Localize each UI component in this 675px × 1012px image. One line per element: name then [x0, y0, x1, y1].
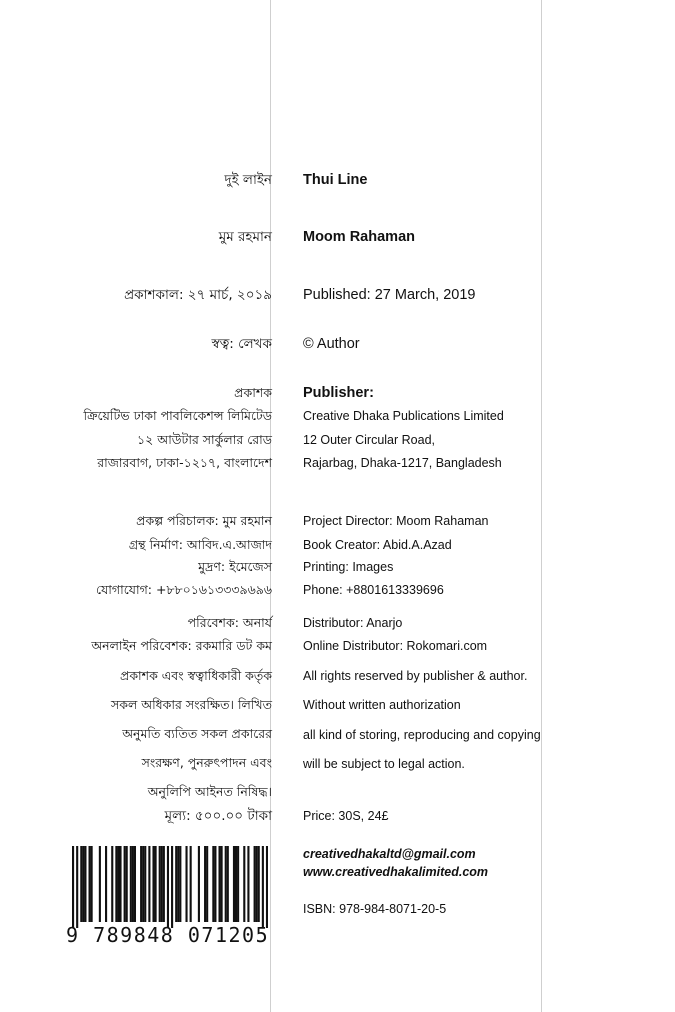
- contact-website[interactable]: www.creativedhakalimited.com: [303, 865, 489, 879]
- barcode-bar: [212, 846, 214, 922]
- barcode-bar: [91, 846, 93, 922]
- barcode-bar: [142, 846, 144, 922]
- barcode-bar: [117, 846, 119, 922]
- english-book-creator: Book Creator: Abid.A.Azad: [303, 538, 452, 552]
- bangla-rights-line-1: প্রকাশক এবং স্বত্বাধিকারী কর্তৃক: [119, 668, 272, 683]
- barcode-bar: [89, 846, 91, 922]
- bangla-rights-line-3: অনুমতি ব্যতিত সকল প্রকারের: [122, 726, 272, 741]
- english-title: Thui Line: [303, 172, 368, 188]
- barcode-bar: [99, 846, 101, 922]
- bangla-publisher-address-1: ১২ আউটার সার্কুলার রোড: [136, 432, 272, 447]
- bangla-copyright: স্বত্ব: লেখক: [211, 336, 272, 352]
- barcode-bar: [111, 846, 113, 922]
- barcode-bar: [198, 846, 200, 922]
- barcode-bar: [233, 846, 235, 922]
- barcode-bar: [82, 846, 84, 922]
- bangla-title: দুই লাইন: [224, 172, 272, 188]
- english-rights-line-4: will be subject to legal action.: [303, 757, 465, 771]
- bangla-price: মূল্য: ৫০০.০০ টাকা: [164, 808, 272, 824]
- english-price: Price: 30S, 24£: [303, 809, 389, 823]
- barcode-bar: [243, 846, 245, 922]
- barcode-bar: [190, 846, 192, 922]
- barcode-bar: [206, 846, 208, 922]
- barcode-bar: [179, 846, 181, 922]
- barcode-bar: [204, 846, 206, 922]
- fold-line-right: [541, 0, 542, 1012]
- barcode-bar: [159, 846, 161, 922]
- english-published: Published: 27 March, 2019: [303, 287, 476, 303]
- barcode-bar: [235, 846, 237, 922]
- english-author: Moom Rahaman: [303, 229, 415, 245]
- bangla-publisher-name: ক্রিয়েটিভ ঢাকা পাবলিকেশন্স লিমিটেড: [83, 408, 272, 423]
- barcode-bar: [214, 846, 216, 922]
- bangla-printing: মুদ্রণ: ইমেজেস: [198, 559, 272, 574]
- barcode-bar: [105, 846, 107, 922]
- barcode-bar: [221, 846, 223, 922]
- barcode-bar: [115, 846, 117, 922]
- barcode-bar: [258, 846, 260, 922]
- bangla-author: মুম রহমান: [218, 229, 272, 245]
- isbn-label: ISBN: 978-984-8071-20-5: [303, 902, 447, 916]
- english-rights-line-3: all kind of storing, reproducing and copying: [303, 728, 541, 742]
- english-publisher-address-1: 12 Outer Circular Road,: [303, 433, 436, 447]
- barcode-bar: [185, 846, 187, 922]
- barcode-bar: [144, 846, 146, 922]
- english-copyright: © Author: [303, 336, 360, 352]
- bangla-publisher-address-2: রাজারবাগ, ঢাকা-১২১৭, বাংলাদেশ: [97, 455, 272, 470]
- bangla-publisher-heading: প্রকাশক: [234, 385, 272, 400]
- barcode-bar: [227, 846, 229, 922]
- barcode-bar: [124, 846, 126, 922]
- barcode-bar: [247, 846, 249, 922]
- bangla-online-distributor: অনলাইন পরিবেশক: রকমারি ডট কম: [91, 638, 272, 653]
- bangla-rights-line-2: সকল অধিকার সংরক্ষিত। লিখিত: [110, 697, 272, 712]
- barcode-bar: [262, 846, 264, 928]
- barcode-bar: [163, 846, 165, 922]
- barcode-bar: [84, 846, 86, 922]
- barcode-bar: [80, 846, 82, 922]
- fold-line-left: [270, 0, 271, 1012]
- barcode-bar: [130, 846, 132, 922]
- bangla-distributor: পরিবেশক: অনার্য: [187, 615, 272, 630]
- barcode-bar: [225, 846, 227, 922]
- barcode-bar: [126, 846, 128, 922]
- english-distributor: Distributor: Anarjo: [303, 616, 403, 630]
- bangla-book-creator: গ্রন্থ নির্মাণ: আবিদ.এ.আজাদ: [128, 537, 272, 552]
- english-printing: Printing: Images: [303, 560, 394, 574]
- bangla-rights-line-5: অনুলিপি আইনত নিষিদ্ধ।: [147, 784, 272, 799]
- bangla-rights-line-4: সংরক্ষণ, পুনরুৎপাদন এবং: [141, 755, 272, 770]
- bangla-phone: যোগাযোগ: +৮৮০১৬১৩৩৩৯৬৯৬: [96, 582, 272, 597]
- barcode-bar: [140, 846, 142, 922]
- barcode-bar: [132, 846, 134, 922]
- barcode-bar: [254, 846, 256, 922]
- contact-email[interactable]: creativedhakaltd@gmail.com: [303, 847, 476, 861]
- barcode-bar: [76, 846, 78, 928]
- barcode-bar: [134, 846, 136, 922]
- barcode-bar: [161, 846, 163, 922]
- english-phone: Phone: +8801613339696: [303, 583, 444, 597]
- barcode-bar: [155, 846, 157, 922]
- barcode-bar: [171, 846, 173, 928]
- bangla-project-director: প্রকল্প পরিচালক: মুম রহমান: [136, 513, 272, 528]
- isbn-barcode: [72, 846, 268, 928]
- barcode-bar: [148, 846, 150, 922]
- english-rights-line-1: All rights reserved by publisher & author.: [303, 669, 528, 683]
- english-publisher-heading: Publisher:: [303, 385, 374, 401]
- barcode-bar: [152, 846, 154, 922]
- english-project-director: Project Director: Moom Rahaman: [303, 514, 489, 528]
- barcode-bar: [218, 846, 220, 922]
- barcode-bar: [119, 846, 121, 922]
- bangla-published: প্রকাশকাল: ২৭ মার্চ, ২০১৯: [124, 287, 272, 303]
- barcode-digits: 9 789848 071205: [66, 923, 270, 947]
- english-publisher-address-2: Rajarbag, Dhaka-1217, Bangladesh: [303, 456, 502, 470]
- english-online-distributor: Online Distributor: Rokomari.com: [303, 639, 488, 653]
- barcode-bar: [175, 846, 177, 922]
- barcode-bar: [266, 846, 268, 928]
- barcode-bar: [177, 846, 179, 922]
- barcode-bar: [256, 846, 258, 922]
- barcode-bar: [237, 846, 239, 922]
- barcode-bar: [72, 846, 74, 928]
- barcode-bar: [167, 846, 169, 928]
- english-rights-line-2: Without written authorization: [303, 698, 461, 712]
- english-publisher-name: Creative Dhaka Publications Limited: [303, 409, 504, 423]
